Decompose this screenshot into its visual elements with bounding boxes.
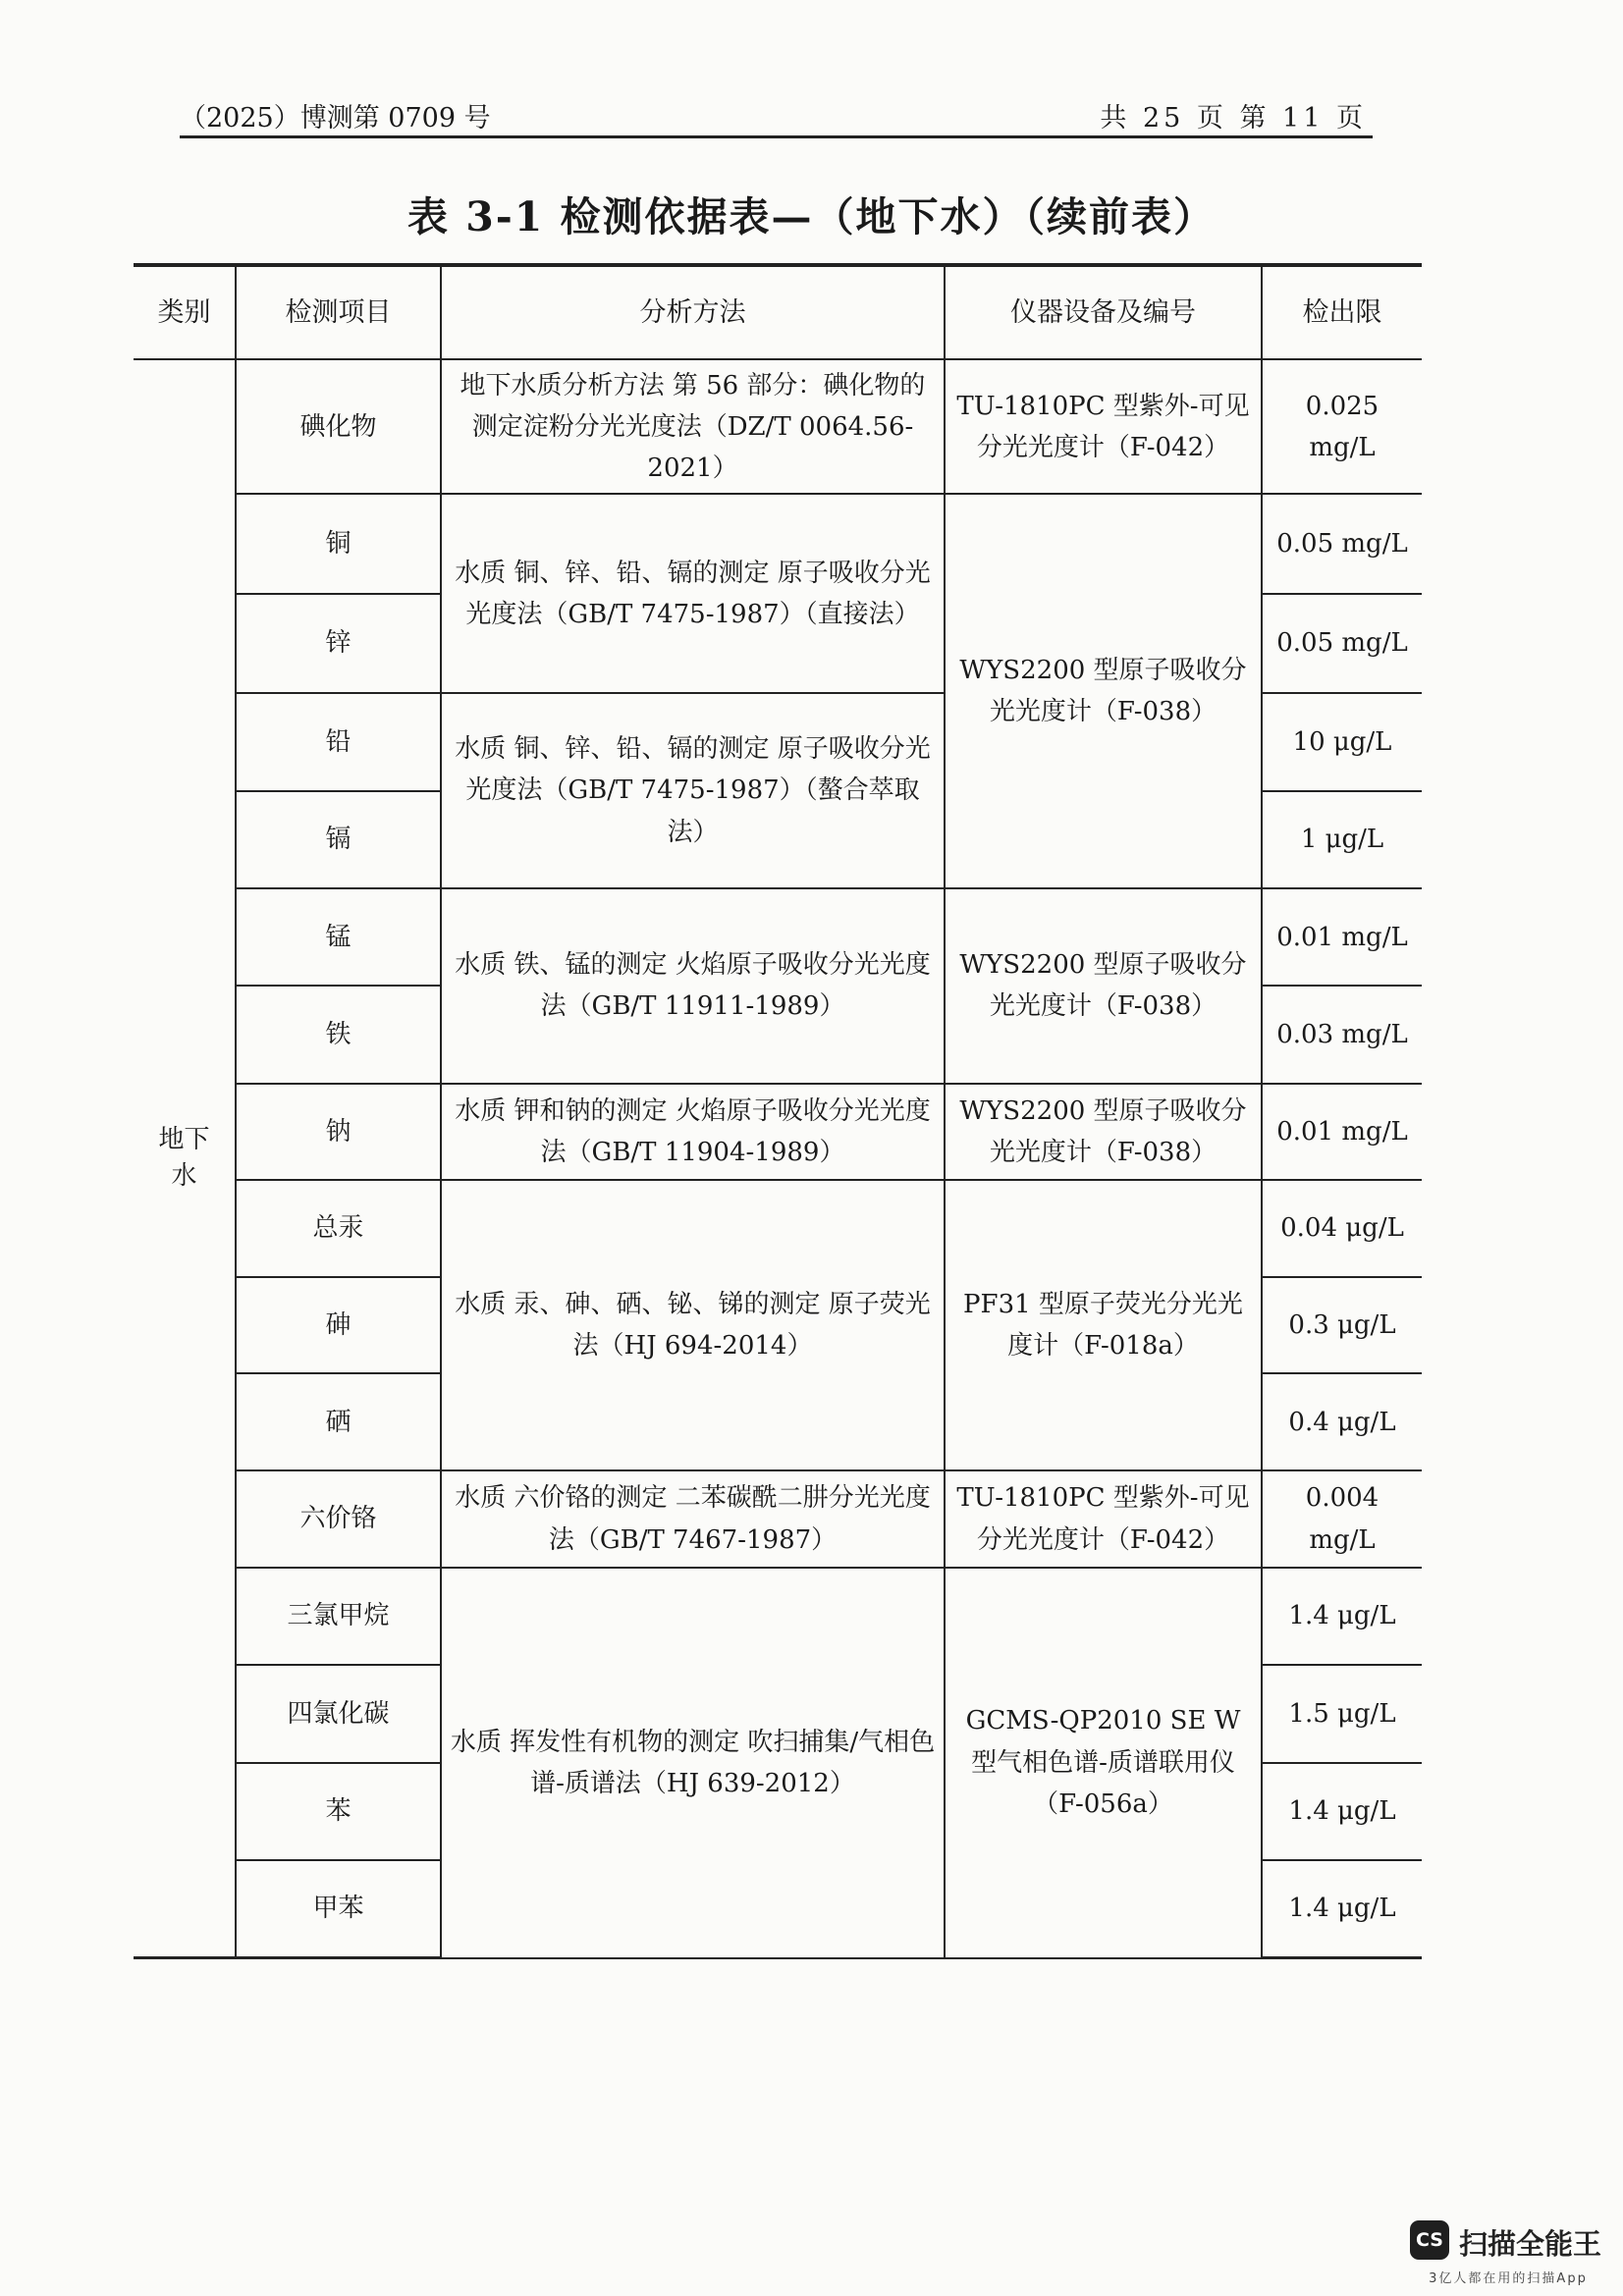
item-cell: 砷 <box>236 1277 441 1373</box>
item-cell: 锰 <box>236 888 441 986</box>
table-title: 表 3-1 检测依据表—（地下水）（续前表） <box>406 193 1217 240</box>
method-cell: 水质 挥发性有机物的测定 吹扫捕集/气相色谱-质谱法（HJ 639-2012） <box>441 1568 945 1958</box>
item-cell: 锌 <box>236 594 441 693</box>
method-cell: 地下水质分析方法 第 56 部分：碘化物的测定淀粉分光光度法（DZ/T 0064.56-2021） <box>441 359 945 494</box>
instrument-cell: TU-1810PC 型紫外-可见分光光度计（F-042） <box>945 1470 1262 1567</box>
instrument-cell: WYS2200 型原子吸收分光光度计（F-038） <box>945 1084 1262 1180</box>
limit-cell: 0.03 mg/L <box>1262 986 1422 1083</box>
item-cell: 总汞 <box>236 1180 441 1276</box>
category-line: 地下 <box>158 1124 210 1154</box>
limit-cell: 0.04 μg/L <box>1262 1180 1422 1276</box>
table-row <box>134 888 1422 986</box>
scanner-watermark <box>1410 2220 1606 2289</box>
item-cell: 铁 <box>236 986 441 1083</box>
limit-cell: 0.4 μg/L <box>1262 1373 1422 1470</box>
watermark-tagline: 3亿人都在用的扫描App <box>1429 2271 1588 2286</box>
limit-cell: 1.4 μg/L <box>1262 1860 1422 1958</box>
limit-cell: 0.01 mg/L <box>1262 1084 1422 1180</box>
page-header <box>180 92 1373 138</box>
instrument-cell: GCMS-QP2010 SE W 型气相色谱-质谱联用仪（F-056a） <box>945 1568 1262 1958</box>
watermark-app-name: 扫描全能王 <box>1459 2227 1602 2261</box>
limit-cell: 1 μg/L <box>1262 791 1422 888</box>
category-cell <box>134 359 236 1957</box>
category-line: 水 <box>171 1161 197 1192</box>
column-header-category: 类别 <box>134 265 236 359</box>
method-cell: 水质 铁、锰的测定 火焰原子吸收分光光度法（GB/T 11911-1989） <box>441 888 945 1084</box>
item-cell: 三氯甲烷 <box>236 1568 441 1665</box>
instrument-cell: WYS2200 型原子吸收分光光度计（F-038） <box>945 888 1262 1084</box>
table-row <box>134 1180 1422 1276</box>
item-cell: 苯 <box>236 1763 441 1860</box>
document-number: （2025）博测第 0709 号 <box>180 103 491 133</box>
limit-cell: 0.01 mg/L <box>1262 888 1422 986</box>
column-header-item: 检测项目 <box>236 265 441 359</box>
limit-cell: 10 μg/L <box>1262 693 1422 790</box>
item-cell: 甲苯 <box>236 1860 441 1958</box>
limit-cell: 1.4 μg/L <box>1262 1763 1422 1860</box>
limit-cell: 0.3 μg/L <box>1262 1277 1422 1373</box>
table-header-row <box>134 265 1422 359</box>
method-cell: 水质 汞、砷、硒、铋、锑的测定 原子荧光法（HJ 694-2014） <box>441 1180 945 1470</box>
table-row <box>134 1084 1422 1180</box>
limit-cell: 0.004 mg/L <box>1262 1470 1422 1567</box>
limit-cell: 1.4 μg/L <box>1262 1568 1422 1665</box>
limit-cell: 0.025 mg/L <box>1262 359 1422 494</box>
method-cell: 水质 铜、锌、铅、镉的测定 原子吸收分光光度法（GB/T 7475-1987）（直接法） <box>441 494 945 693</box>
method-cell: 水质 铜、锌、铅、镉的测定 原子吸收分光光度法（GB/T 7475-1987）（螯合萃取法） <box>441 693 945 888</box>
method-cell: 水质 六价铬的测定 二苯碳酰二肼分光光度法（GB/T 7467-1987） <box>441 1470 945 1567</box>
page-info: 共 25 页 第 11 页 <box>1100 103 1367 133</box>
table-row <box>134 1568 1422 1665</box>
instrument-cell: WYS2200 型原子吸收分光光度计（F-038） <box>945 494 1262 888</box>
method-cell: 水质 钾和钠的测定 火焰原子吸收分光光度法（GB/T 11904-1989） <box>441 1084 945 1180</box>
item-cell: 碘化物 <box>236 359 441 494</box>
table-row <box>134 1470 1422 1567</box>
detection-basis-table <box>134 263 1422 1959</box>
item-cell: 铜 <box>236 494 441 593</box>
table-row <box>134 494 1422 593</box>
item-cell: 六价铬 <box>236 1470 441 1567</box>
table-row <box>134 359 1422 494</box>
instrument-cell: PF31 型原子荧光分光光度计（F-018a） <box>945 1180 1262 1470</box>
instrument-cell: TU-1810PC 型紫外-可见分光光度计（F-042） <box>945 359 1262 494</box>
column-header-method: 分析方法 <box>441 265 945 359</box>
item-cell: 镉 <box>236 791 441 888</box>
item-cell: 硒 <box>236 1373 441 1470</box>
column-header-instrument: 仪器设备及编号 <box>945 265 1262 359</box>
column-header-limit: 检出限 <box>1262 265 1422 359</box>
limit-cell: 0.05 mg/L <box>1262 594 1422 693</box>
limit-cell: 0.05 mg/L <box>1262 494 1422 593</box>
cs-logo-icon: CS <box>1410 2220 1449 2260</box>
item-cell: 铅 <box>236 693 441 790</box>
limit-cell: 1.5 μg/L <box>1262 1665 1422 1762</box>
item-cell: 四氯化碳 <box>236 1665 441 1762</box>
item-cell: 钠 <box>236 1084 441 1180</box>
